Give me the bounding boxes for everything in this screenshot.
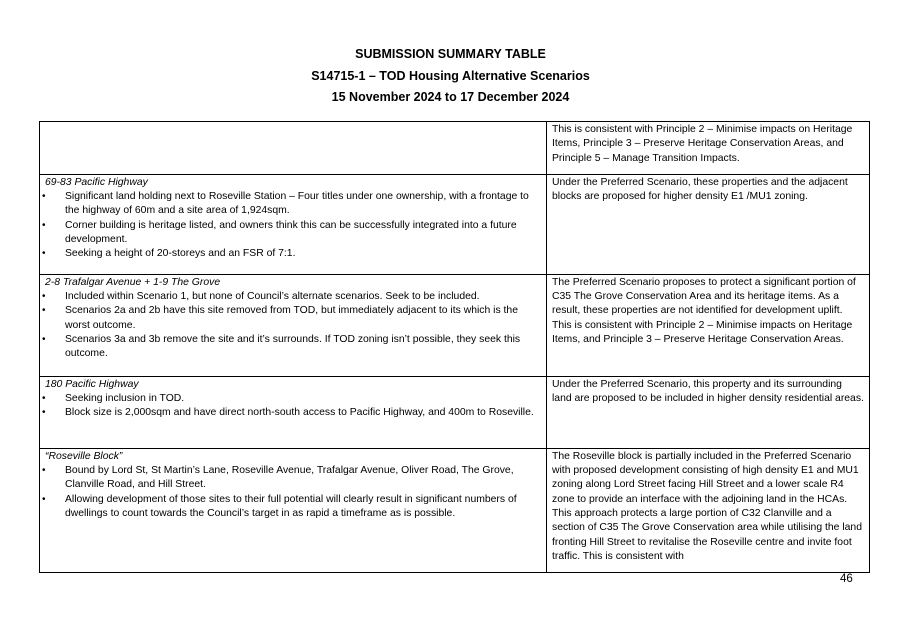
page-number: 46 [840, 573, 853, 585]
response-cell: This is consistent with Principle 2 – Minimise impacts on Heritage Items, Principle 3 – Preserve Heritage Conservation Areas, and Principle 5 – Manage Transition Impacts. [547, 122, 870, 175]
submission-cell [40, 274, 547, 376]
submission-cell [40, 448, 547, 572]
document-subtitle: S14715-1 – TOD Housing Alternative Scenarios [311, 68, 590, 83]
response-cell: Under the Preferred Scenario, this property and its surrounding land are proposed to be included in higher density residential areas. [547, 376, 870, 448]
submission-point: • Allowing development of those sites to their full potential will clearly result in significant numbers of dwellings to count towards the Council’s target in as rapid a timeframe as is possible. [45, 493, 541, 522]
submission-cell [40, 122, 547, 175]
submission-point: • Block size is 2,000sqm and have direct north-south access to Pacific Highway, and 400m to Roseville. [45, 406, 541, 420]
submission-point: • Seeking a height of 20-storeys and an FSR of 7:1. [45, 247, 541, 261]
table-row [40, 376, 870, 448]
submission-points [45, 190, 541, 261]
submission-point: • Scenarios 3a and 3b remove the site and it’s surrounds. If TOD zoning isn’t possible, they seek this outcome. [45, 333, 541, 362]
response-cell: Under the Preferred Scenario, these properties and the adjacent blocks are proposed for higher density E1 /MU1 zoning. [547, 174, 870, 274]
submission-point: • Bound by Lord St, St Martin’s Lane, Roseville Avenue, Trafalgar Avenue, Oliver Road, The Grove, Clanville Road, and Hill Street. [45, 464, 541, 493]
response-cell: The Roseville block is partially included in the Preferred Scenario with proposed development consisting of high density E1 and MU1 zoning along Lord Street facing Hill Street and a lower scale R4 zone to provide an interface with the adjoining land in the HCAs. This approach protects a large portion of C32 Clanville and a section of C35 The Grove Conservation area while utilising the land fronting Hill Street to revitalise the Roseville centre and invite foot traffic. This is consistent with [547, 448, 870, 572]
submission-points [45, 392, 541, 421]
submission-point: • Corner building is heritage listed, and owners think this can be successfully integrated into a future development. [45, 219, 541, 248]
submission-heading: 69-83 Pacific Highway [45, 176, 148, 188]
submission-point: • Seeking inclusion in TOD. [45, 392, 541, 406]
table-row [40, 448, 870, 572]
table-body [40, 122, 870, 573]
response-cell: The Preferred Scenario proposes to protect a significant portion of C35 The Grove Conservation Area and its heritage items. As a result, these properties are not identified for development uplift. This is consistent with Principle 2 – Minimise impacts on Heritage Items, and Principle 3 – Preserve Heritage Conservation Areas. [547, 274, 870, 376]
submission-heading: “Roseville Block” [45, 450, 123, 462]
submission-points [45, 290, 541, 361]
document-title: SUBMISSION SUMMARY TABLE [355, 47, 546, 61]
submission-point: • Significant land holding next to Roseville Station – Four titles under one ownership, with a frontage to the highway of 60m and a site area of 1,924sqm. [45, 190, 541, 219]
submission-points [45, 464, 541, 521]
submission-summary-table [39, 121, 870, 573]
table-row [40, 174, 870, 274]
submission-cell [40, 376, 547, 448]
document-header [0, 44, 901, 109]
document-dates: 15 November 2024 to 17 December 2024 [331, 90, 570, 104]
submission-point: • Included within Scenario 1, but none of Council’s alternate scenarios. Seek to be included. [45, 290, 541, 304]
submission-cell [40, 174, 547, 274]
table-row [40, 274, 870, 376]
table-row [40, 122, 870, 175]
submission-heading: 2-8 Trafalgar Avenue + 1-9 The Grove [45, 276, 221, 288]
submission-point: • Scenarios 2a and 2b have this site removed from TOD, but immediately adjacent to its which is the worst outcome. [45, 304, 541, 333]
submission-heading: 180 Pacific Highway [45, 378, 139, 390]
